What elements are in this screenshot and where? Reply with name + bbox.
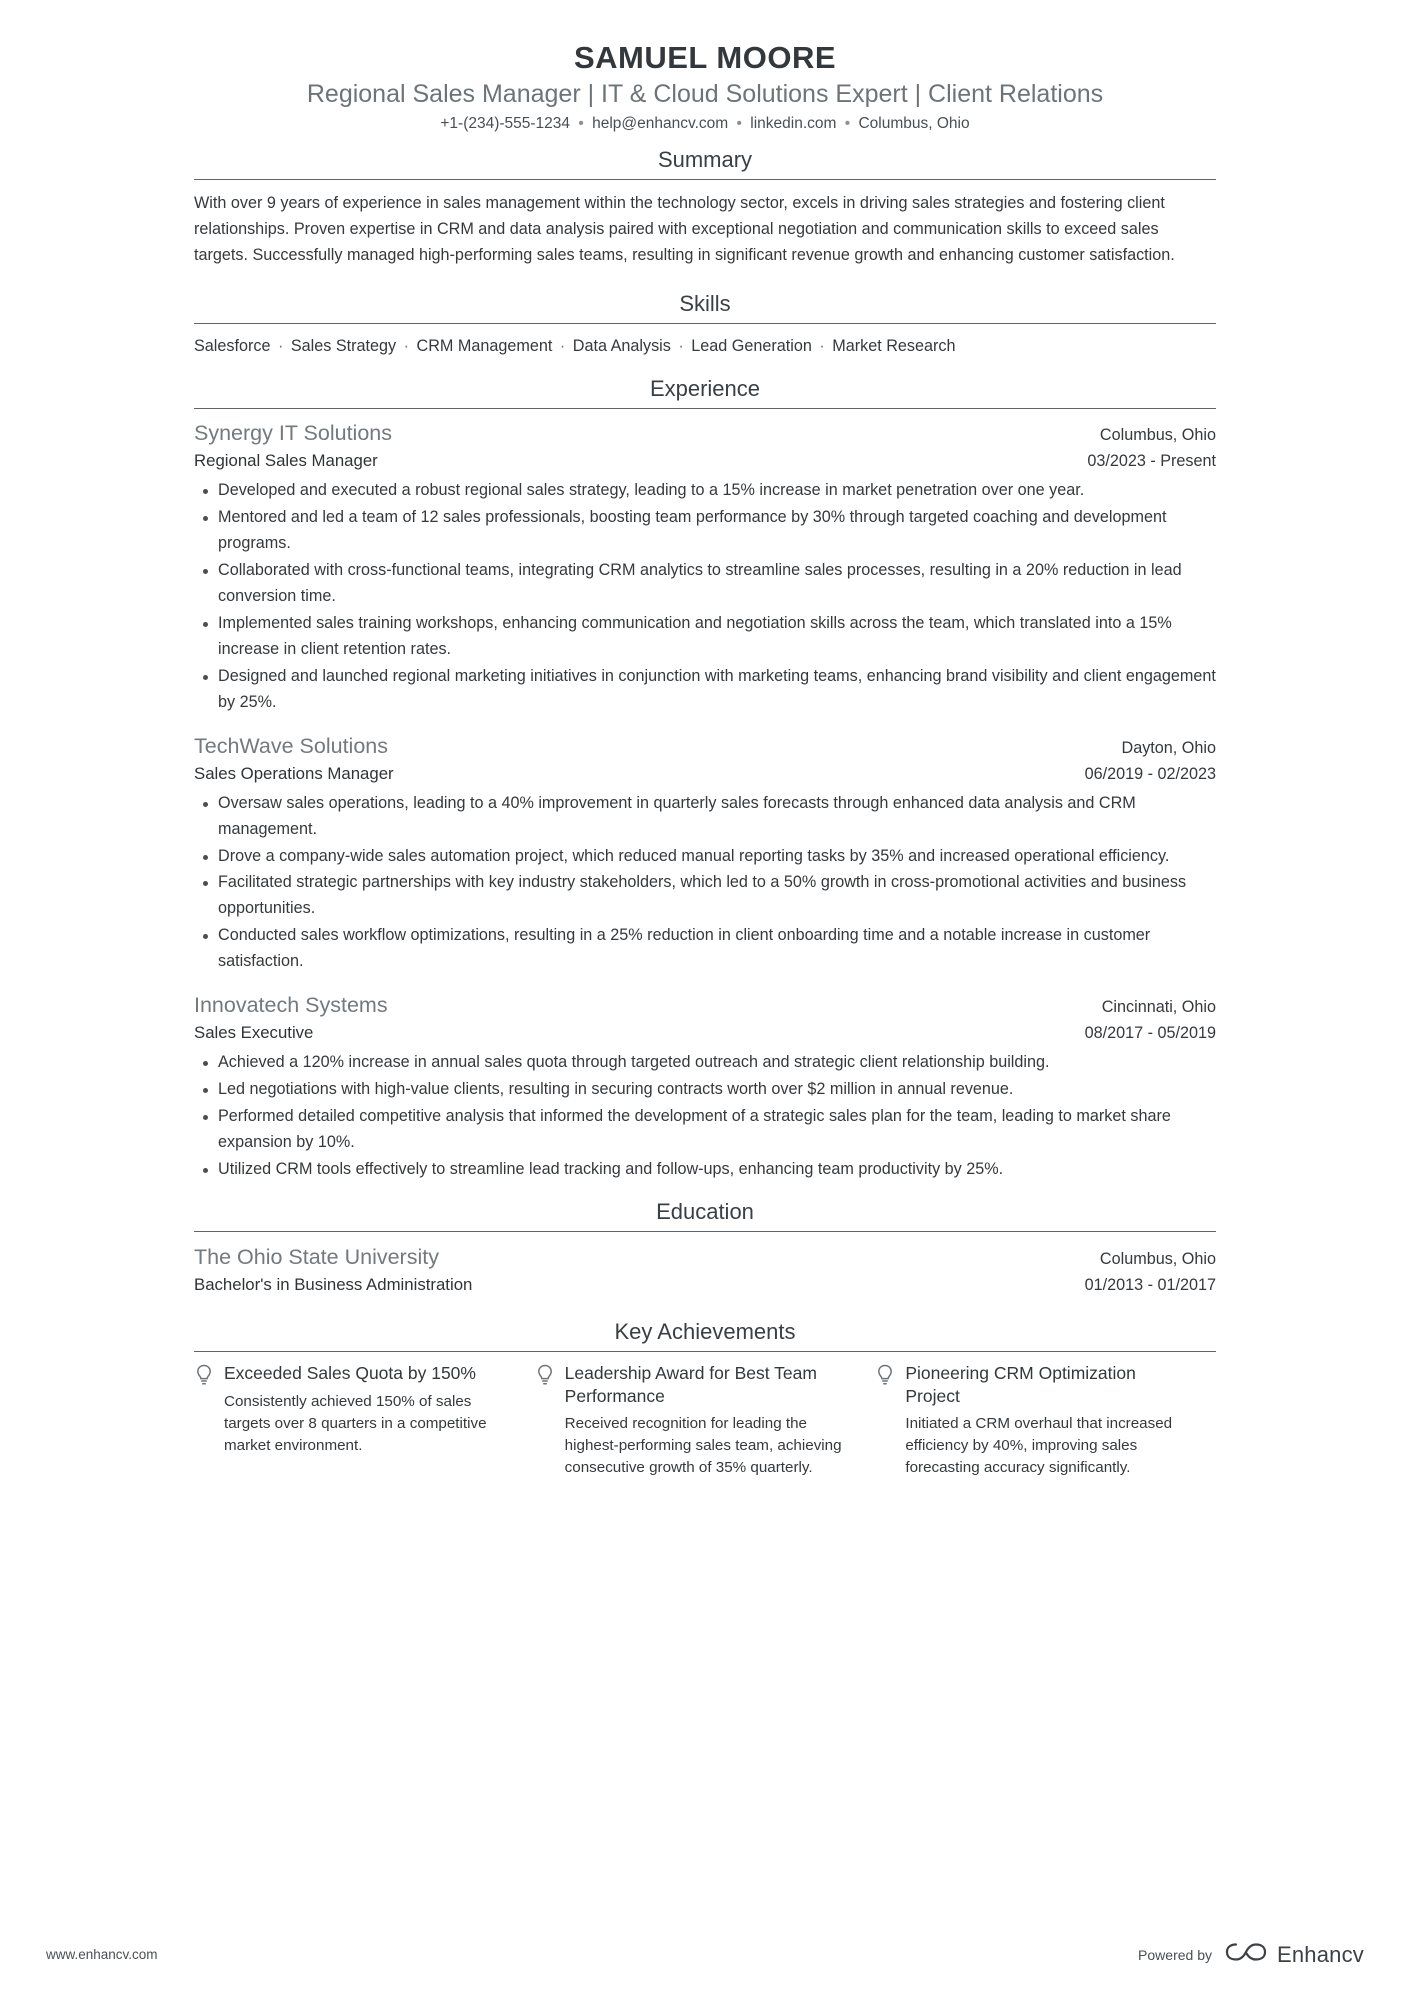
job-dates: 06/2019 - 02/2023: [1084, 764, 1216, 783]
job-title: Sales Operations Manager: [194, 763, 394, 783]
job-bullet: Developed and executed a robust regional sales strategy, leading to a 15% increase in market penetration over one year.: [194, 478, 1216, 504]
company-name: Innovatech Systems: [194, 993, 388, 1018]
key-achievement-header: [875, 1362, 1184, 1408]
skill-item: Data Analysis: [572, 336, 671, 355]
company-location: Cincinnati, Ohio: [1101, 998, 1216, 1017]
candidate-headline: Regional Sales Manager | IT & Cloud Solutions Expert | Client Relations: [306, 80, 1104, 108]
contact-email[interactable]: help@enhancv.com: [592, 115, 729, 132]
infinity-icon: [1224, 1940, 1268, 1969]
job-bullet: Performed detailed competitive analysis that informed the development of a strategic sales plan for the team, leading to market share expansion by 10%.: [194, 1104, 1216, 1156]
powered-by-label: Powered by: [1138, 1946, 1212, 1963]
education-school-row: [194, 1242, 1216, 1272]
company-name: TechWave Solutions: [194, 733, 388, 758]
education-list: [194, 1242, 1216, 1297]
job-bullet: Designed and launched regional marketing initiatives in conjunction with marketing teams, enhancing brand visibility and client engagement by 25%.: [194, 664, 1216, 716]
skill-item: CRM Management: [416, 336, 553, 355]
job-title: Sales Executive: [194, 1023, 314, 1043]
job-bullet: Led negotiations with high-value clients, resulting in securing contracts worth over $2 million in annual revenue.: [194, 1077, 1216, 1103]
job-bullet: Utilized CRM tools effectively to streamline lead tracking and follow-ups, enhancing team productivity by 25%.: [194, 1157, 1216, 1183]
key-achievement-description: Consistently achieved 150% of sales targets over 8 quarters in a competitive market environment.: [224, 1393, 487, 1455]
company-name: Synergy IT Solutions: [194, 421, 392, 445]
section-key-achievements: [194, 1319, 1216, 1479]
footer-url[interactable]: www.enhancv.com: [46, 1947, 158, 1962]
job-bullet: Oversaw sales operations, leading to a 40% improvement in quarterly sales forecasts through enhanced data analysis and CRM management.: [194, 791, 1216, 843]
job-dates: 08/2017 - 05/2019: [1084, 1024, 1216, 1043]
section-title-summary: Summary: [657, 147, 753, 172]
key-achievement-item: [535, 1362, 876, 1479]
section-title-education: Education: [656, 1198, 754, 1224]
skill-item: Market Research: [832, 336, 956, 355]
brand-name: Enhancv: [1276, 1941, 1364, 1967]
section-title-key-achievements: Key Achievements: [614, 1319, 796, 1345]
skill-item: Salesforce: [194, 336, 271, 355]
job-bullet: Mentored and led a team of 12 sales professionals, boosting team performance by 30% through targeted coaching and development programs.: [194, 505, 1216, 557]
candidate-name: SAMUEL MOORE: [573, 40, 837, 75]
key-achievement-header: [194, 1362, 503, 1386]
section-title-experience: Experience: [649, 376, 761, 401]
contact-location: Columbus, Ohio: [858, 115, 970, 132]
contact-separator: •: [578, 115, 584, 132]
section-title-skills: Skills: [679, 290, 731, 316]
section-experience: [194, 376, 1216, 1183]
education-degree-row: [194, 1272, 1216, 1297]
lightbulb-icon: [194, 1364, 214, 1386]
contact-phone: +1-(234)-555-1234: [440, 115, 571, 132]
key-achievement-title: Exceeded Sales Quota by 150%: [224, 1363, 476, 1384]
school-name: The Ohio State University: [194, 1244, 439, 1269]
footer-brand-area: [1138, 1940, 1364, 1969]
key-achievement-header: [535, 1362, 844, 1408]
education-dates: 01/2013 - 01/2017: [1084, 1276, 1216, 1295]
key-achievement-item: [875, 1362, 1216, 1479]
summary-text: With over 9 years of experience in sales management within the technology sector, excels in driving sales strategies and fostering client relationships. Proven expertise in CRM and data analysis paired with exceptional negotiation and communication skills to exceed sales targets. Successfully managed high-performing sales teams, resulting in significant revenue growth and enhancing customer satisfaction.: [194, 194, 1175, 265]
skill-separator: ·: [273, 336, 288, 355]
experience-company-row: [194, 419, 1216, 448]
job-bullet: Implemented sales training workshops, enhancing communication and negotiation skills across the team, which translated into a 15% increase in client retention rates.: [194, 611, 1216, 663]
skill-separator: ·: [673, 336, 689, 355]
job-bullet: Conducted sales workflow optimizations, resulting in a 25% reduction in client onboarding time and a notable increase in customer satisfaction.: [194, 923, 1216, 975]
section-summary: [194, 147, 1216, 269]
key-achievement-description: Received recognition for leading the highest-performing sales team, achieving consecutive growth of 35% quarterly.: [564, 1414, 842, 1476]
key-achievements-grid: [194, 1362, 1216, 1479]
divider: [194, 1231, 1216, 1232]
page-footer: [46, 1940, 1364, 1969]
education-entry: [194, 1242, 1216, 1297]
resume-header: [194, 40, 1216, 133]
divider: [194, 179, 1216, 180]
key-achievement-item: [194, 1362, 535, 1479]
company-location: Columbus, Ohio: [1099, 426, 1216, 444]
job-bullet: Collaborated with cross-functional teams, integrating CRM analytics to streamline sales processes, resulting in a 20% reduction in lead conversion time.: [194, 558, 1216, 610]
job-dates: 03/2023 - Present: [1087, 452, 1216, 471]
skill-separator: ·: [814, 336, 830, 355]
job-title: Regional Sales Manager: [194, 451, 378, 471]
resume-content: [194, 40, 1216, 1479]
experience-entry: [194, 991, 1216, 1183]
lightbulb-icon: [535, 1364, 555, 1386]
skill-item: Lead Generation: [691, 336, 812, 355]
experience-company-row: [194, 732, 1216, 761]
contact-separator: •: [844, 115, 851, 132]
brand-logo: [1224, 1940, 1364, 1969]
contact-line: [194, 115, 1216, 133]
divider: [194, 1351, 1216, 1352]
job-bullet: Facilitated strategic partnerships with key industry stakeholders, which led to a 50% growth in cross-promotional activities and business opportunities.: [194, 870, 1216, 922]
job-bullet-list: [194, 791, 1216, 975]
key-achievement-description: Initiated a CRM overhaul that increased efficiency by 40%, improving sales forecasting accuracy significantly.: [905, 1414, 1173, 1476]
school-location: Columbus, Ohio: [1099, 1249, 1216, 1268]
experience-entry: [194, 732, 1216, 976]
experience-role-row: [194, 448, 1216, 473]
divider: [194, 408, 1216, 409]
job-bullet: Achieved a 120% increase in annual sales quota through targeted outreach and strategic client relationship building.: [194, 1050, 1216, 1076]
experience-role-row: [194, 761, 1216, 786]
job-bullet-list: [194, 478, 1216, 715]
job-bullet: Drove a company-wide sales automation project, which reduced manual reporting tasks by 35% and increased operational efficiency.: [194, 844, 1216, 870]
experience-company-row: [194, 991, 1216, 1020]
job-bullet-list: [194, 1050, 1216, 1183]
divider: [194, 323, 1216, 324]
section-education: [194, 1199, 1216, 1297]
skill-separator: ·: [399, 336, 414, 355]
company-location: Dayton, Ohio: [1121, 738, 1216, 757]
key-achievement-title: Leadership Award for Best Team Performance: [564, 1363, 817, 1406]
lightbulb-icon: [875, 1364, 895, 1386]
skills-list: [194, 334, 1216, 358]
degree-name: Bachelor's in Business Administration: [194, 1275, 473, 1295]
section-skills: [194, 291, 1216, 358]
key-achievement-title: Pioneering CRM Optimization Project: [905, 1363, 1136, 1406]
skill-item: Sales Strategy: [290, 336, 397, 355]
experience-role-row: [194, 1020, 1216, 1045]
contact-linkedin[interactable]: linkedin.com: [750, 115, 837, 132]
contact-separator: •: [736, 115, 742, 132]
experience-list: [194, 419, 1216, 1183]
experience-entry: [194, 419, 1216, 716]
skill-separator: ·: [555, 336, 570, 355]
